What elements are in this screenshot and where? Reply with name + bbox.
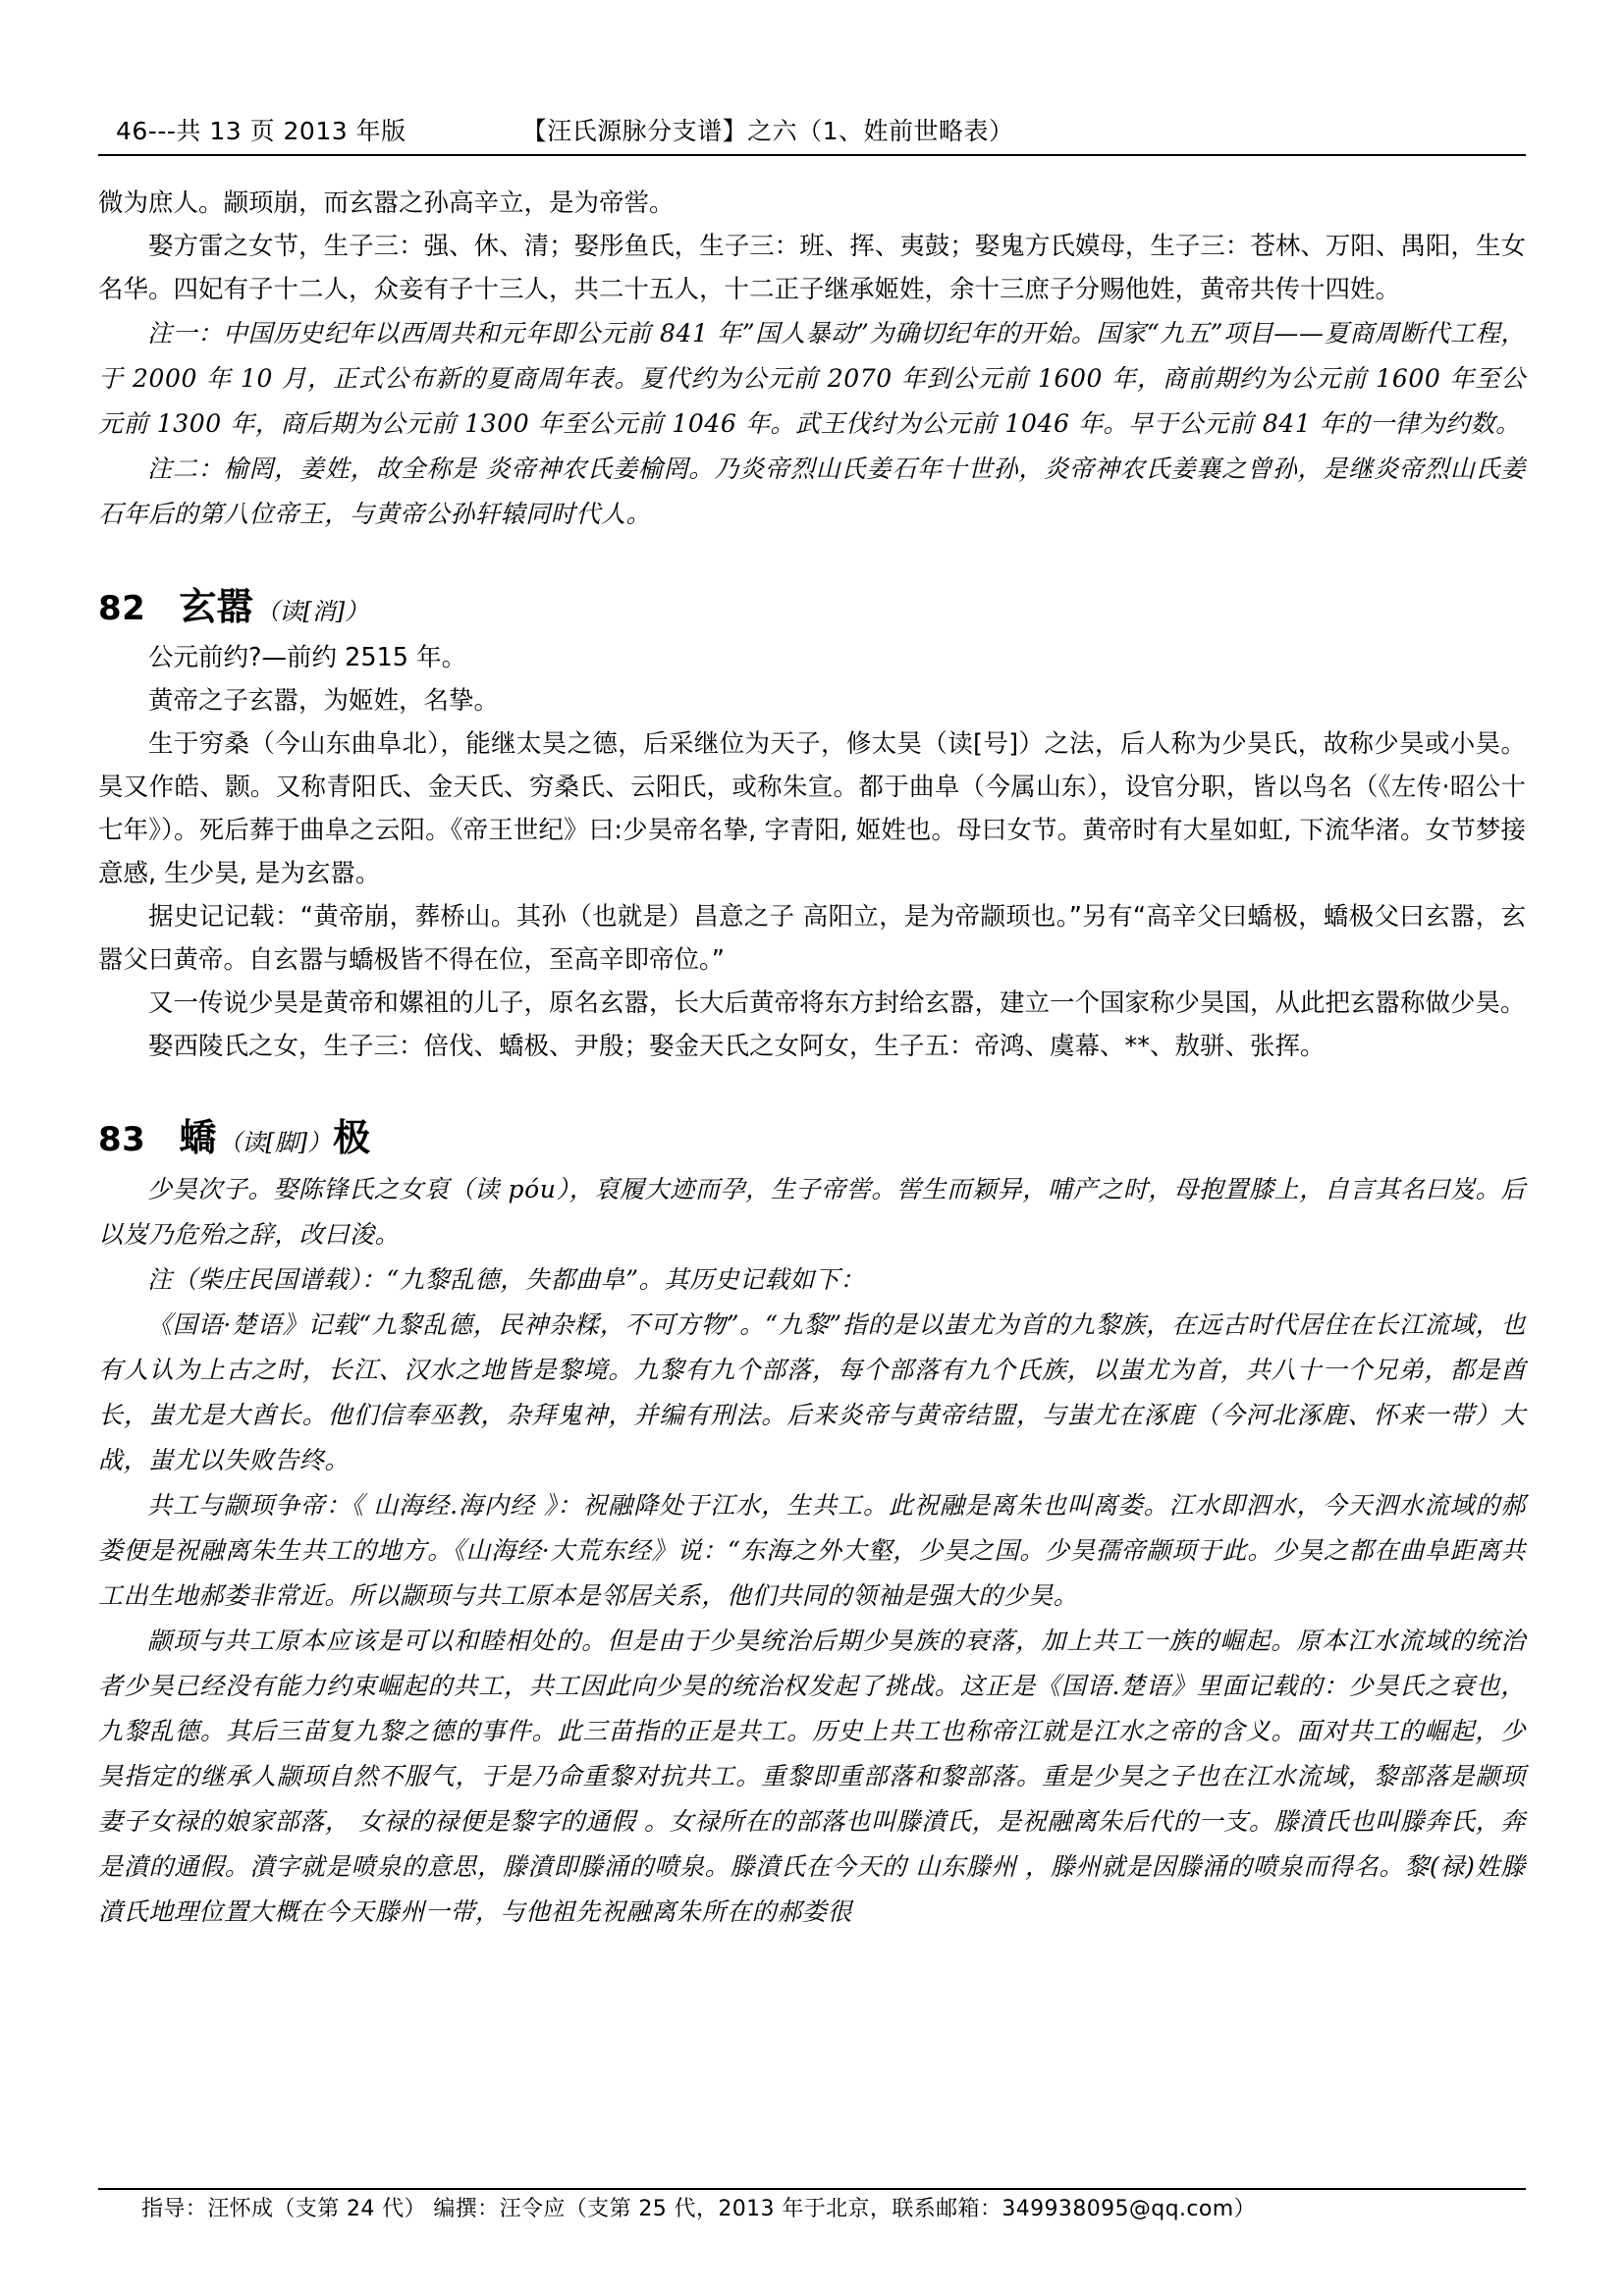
section-82-paragraph-4: 据史记记载：“黄帝崩，葬桥山。其孙（也就是）昌意之子 高阳立，是为帝颛顼也。”另有“高辛父曰蟜极，蟜极父曰玄嚣，玄嚣父曰黄帝。自玄嚣与蟜极皆不得在位，至高辛即帝位。” [98,901,1526,975]
section-83-paragraph-4: 共工与颛顼争帝：《 山海经.海内经 》：祝融降处于江水，生共工。此祝融是离朱也叫离娄。江水即泗水，今天泗水流域的郝娄便是祝融离朱生共工的地方。《山海经·大荒东经》说：“东海之外大壑，少昊之国。少昊孺帝颛顼于此。少昊之都在曲阜距离共工出生地郝娄非常近。所以颛顼与共工原本是邻居关系，他们共同的领袖是强大的少昊。 [98,1490,1526,1610]
section-reading: （读[脚]） [218,1128,332,1156]
header-book-title: 【汪氏源脉分支谱】之六（1、姓前世略表） [521,117,1014,145]
intro-note-2: 注二：榆罔，姜姓，故全称是 炎帝神农氏姜榆罔。乃炎帝烈山氏姜石年十世孙，炎帝神农氏姜襄之曾孙，是继炎帝烈山氏姜石年后的第八位帝王，与黄帝公孙轩辕同时代人。 [98,454,1526,528]
section-title: 蟜 [179,1115,217,1159]
section-83-paragraph-3: 《国语·楚语》记载“九黎乱德，民神杂糅，不可方物”。“九黎”指的是以蚩尤为首的九黎族，在远古时代居住在长江流域，也有人认为上古之时，长江、汉水之地皆是黎境。九黎有九个部落，每个部落有九个氏族，以蚩尤为首，共八十一个兄弟，都是酋长，蚩尤是大酋长。他们信奉巫教，杂拜鬼神，并编有刑法。后来炎帝与黄帝结盟，与蚩尤在涿鹿（今河北涿鹿、怀来一带）大战，蚩尤以失败告终。 [98,1309,1526,1474]
document-body [98,182,1526,1935]
section-83-paragraph-5: 颛顼与共工原本应该是可以和睦相处的。但是由于少昊统治后期少昊族的衰落，加上共工一族的崛起。原本江水流域的统治者少昊已经没有能力约束崛起的共工，共工因此向少昊的统治权发起了挑战。这正是《国语.楚语》里面记载的：少昊氏之衰也，九黎乱德。其后三苗复九黎之德的事件。此三苗指的正是共工。历史上共工也称帝江就是江水之帝的含义。面对共工的崛起，少昊指定的继承人颛顼自然不服气，于是乃命重黎对抗共工。重黎即重部落和黎部落。重是少昊之子也在江水流域，黎部落是颛顼妻子女禄的娘家部落， 女禄的禄便是黎字的通假 。女禄所在的部落也叫滕濆氏，是祝融离朱后代的一支。滕濆氏也叫滕奔氏，奔是濆的通假。濆字就是喷泉的意思，滕濆即滕涌的喷泉。滕濆氏在今天的 山东滕州 ，滕州就是因滕涌的喷泉而得名。黎(禄)姓滕濆氏地理位置大概在今天滕州一带，与他祖先祝融离朱所在的郝娄很 [98,1626,1526,1926]
intro-paragraph-1: 微为庶人。颛顼崩，而玄嚣之孙高辛立，是为帝喾。 [98,187,675,218]
section-reading: （读[消]） [255,597,369,625]
section-heading-83 [98,1107,1526,1161]
section-82-paragraph-3: 生于穷桑（今山东曲阜北），能继太昊之德，后采继位为天子，修太昊（读[号]）之法，后人称为少昊氏，故称少昊或小昊。昊又作皓、颢。又称青阳氏、金天氏、穷桑氏、云阳氏，或称朱宣。都于曲阜（今属山东），设官分职，皆以鸟名（《左传·昭公十七年》）。死后葬于曲阜之云阳。《帝王世纪》曰:少昊帝名挚, 字青阳, 姬姓也。母曰女节。黄帝时有大星如虹, 下流华渚。女节梦接意感, 生少昊, 是为玄嚣。 [98,728,1526,888]
intro-note-1: 注一：中国历史纪年以西周共和元年即公元前 841 年”国人暴动”为确切纪年的开始。国家“九五”项目——夏商周断代工程，于 2000 年 10 月，正式公布新的夏商周年表。夏代约为公元前 2070 年到公元前 1600 年，商前期约为公元前 1600 年至公元前 1300 年，商后期为公元前 1300 年至公元前 1046 年。武王伐纣为公元前 1046 年。早于公元前 841 年的一律为约数。 [98,318,1526,438]
section-number: 82 [98,588,146,628]
intro-paragraph-2: 娶方雷之女节，生子三：强、休、清；娶彤鱼氏，生子三：班、挥、夷鼓；娶鬼方氏嫫母，生子三：苍林、万阳、禺阳，生女名华。四妃有子十二人，众妾有子十三人，共二十五人，十二正子继承姬姓，余十三庶子分赐他姓，黄帝共传十四姓。 [98,231,1526,304]
section-number: 83 [98,1119,146,1159]
section-82-paragraph-1: 公元前约?—前约 2515 年。 [148,642,467,672]
page-header [98,116,1526,154]
header-divider [98,154,1526,156]
section-title: 玄嚣 [179,584,254,628]
header-page-number: 46---共 13 页 2013 年版 [116,117,406,145]
page-footer [98,2178,1526,2229]
section-83-paragraph-2: 注（柴庄民国谱载）：“九黎乱德，失都曲阜”。其历史记载如下： [147,1264,866,1294]
section-82-paragraph-6: 娶西陵氏之女，生子三：倍伐、蟜极、尹殷；娶金天氏之女阿女，生子五：帝鸿、虞幕、**、敖骈、张挥。 [148,1031,1326,1061]
section-title-tail: 极 [333,1115,371,1159]
section-82-paragraph-2: 黄帝之子玄嚣，为姬姓，名挚。 [148,685,500,716]
section-heading-82 [98,576,1526,630]
footer-credits: 指导：汪怀成（支第 24 代） 编撰：汪令应（支第 25 代，2013 年于北京，联系邮箱：349938095@qq.com） [141,2197,1257,2221]
section-83-paragraph-1: 少昊次子。娶陈锋氏之女裒（读 póu），裒履大迹而孕，生子帝喾。喾生而颖异，哺产之时，母抱置膝上，自言其名曰岌。后以岌乃危殆之辞，改曰浚。 [98,1174,1526,1249]
section-82-paragraph-5: 又一传说少昊是黄帝和嫘祖的儿子，原名玄嚣，长大后黄帝将东方封给玄嚣，建立一个国家称少昊国，从此把玄嚣称做少昊。 [148,988,1526,1018]
